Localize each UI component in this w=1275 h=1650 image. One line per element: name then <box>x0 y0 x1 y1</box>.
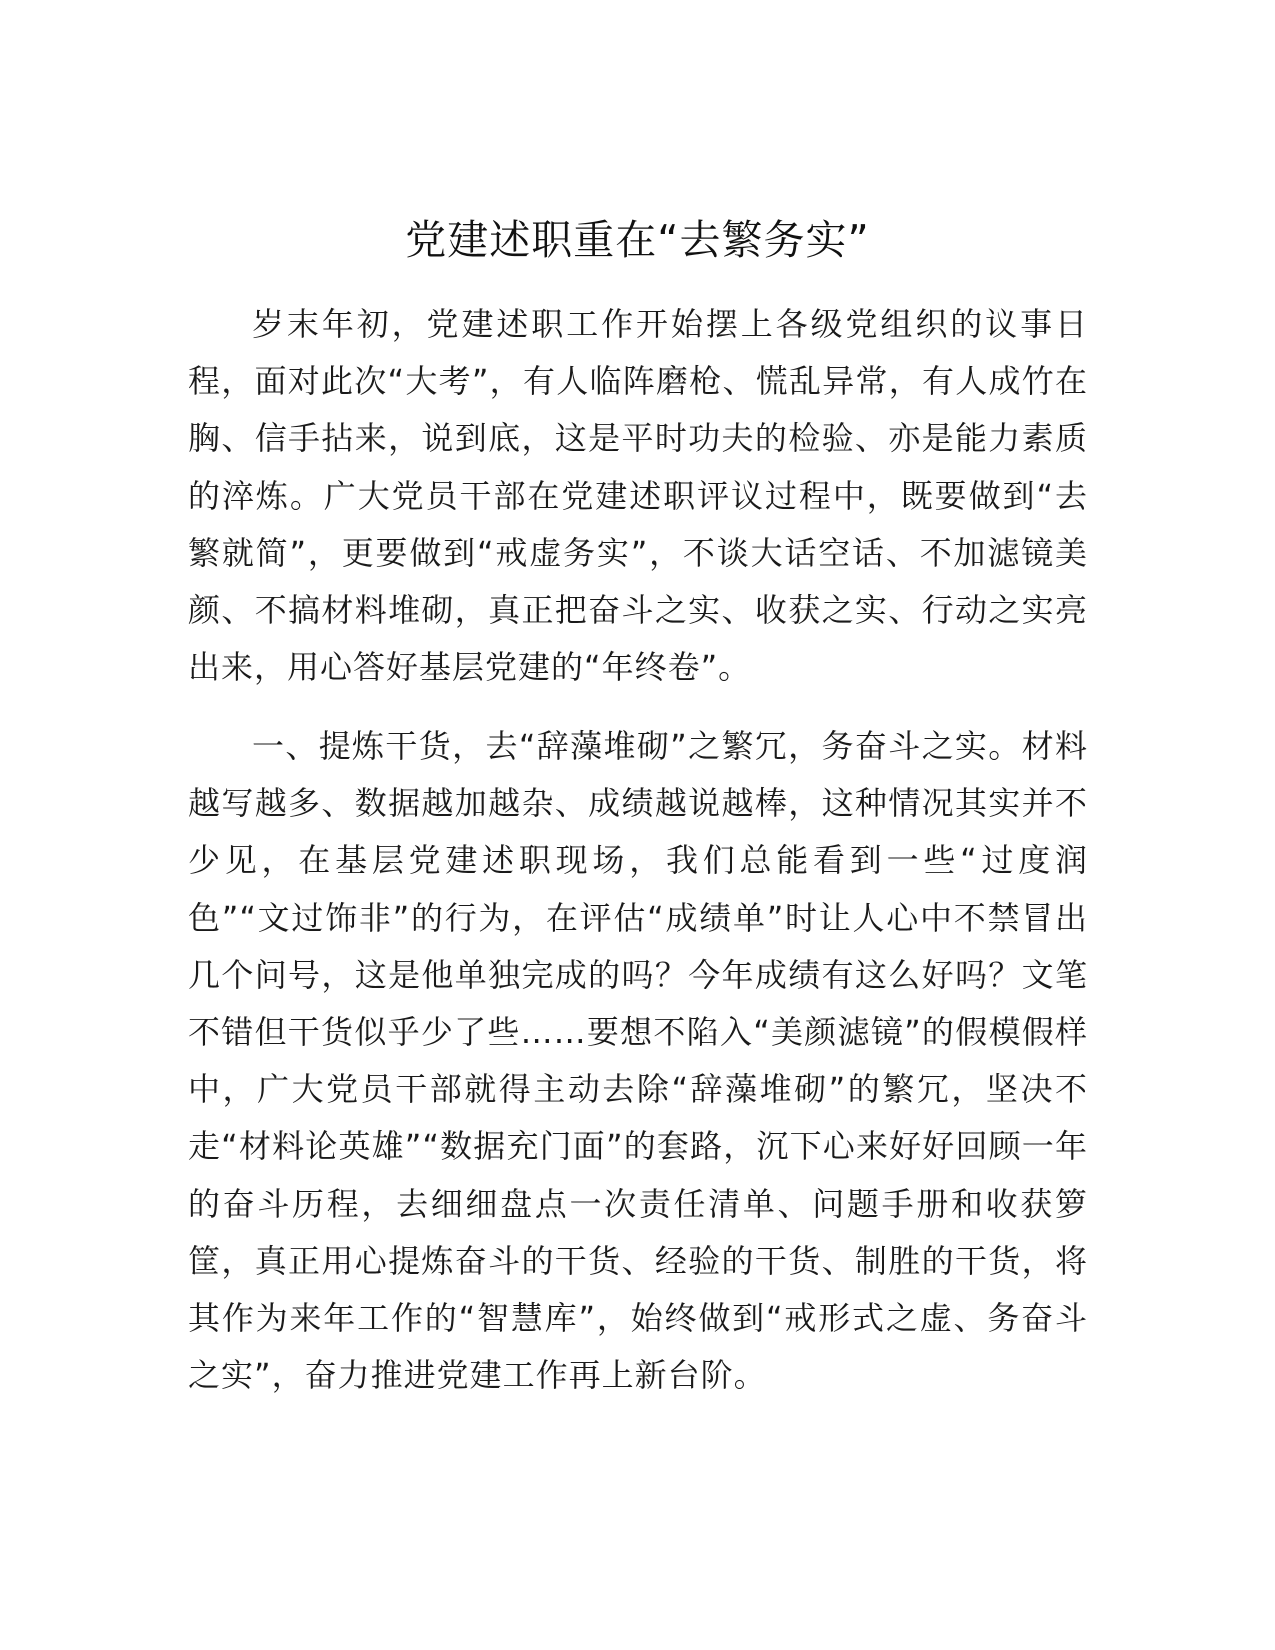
document-title: 党建述职重在“去繁务实” <box>405 216 870 264</box>
paragraph-intro: 岁末年初，党建述职工作开始摆上各级党组织的议事日程，面对此次“大考”，有人临阵磨枪、慌乱异常，有人成竹在胸、信手拈来，说到底，这是平时功夫的检验、亦是能力素质的淬炼。广大党员干部在党建述职评议过程中，既要做到“去繁就简”，更要做到“戒虚务实”，不谈大话空话、不加滤镜美颜、不搞材料堆砌，真正把奋斗之实、收获之实、行动之实亮出来，用心答好基层党建的“年终卷”。 <box>188 305 1088 687</box>
paragraph-section-one: 一、提炼干货，去“辞藻堆砌”之繁冗，务奋斗之实。材料越写越多、数据越加越杂、成绩越说越棒，这种情况其实并不少见，在基层党建述职现场，我们总能看到一些“过度润色”“文过饰非”的行为，在评估“成绩单”时让人心中不禁冒出几个问号，这是他单独完成的吗？今年成绩有这么好吗？文笔不错但干货似乎少了些……要想不陷入“美颜滤镜”的假模假样中，广大党员干部就得主动去除“辞藻堆砌”的繁冗，坚决不走“材料论英雄”“数据充门面”的套路，沉下心来好好回顾一年的奋斗历程，去细细盘点一次责任清单、问题手册和收获箩筐，真正用心提炼奋斗的干货、经验的干货、制胜的干货，将其作为来年工作的“智慧库”，始终做到“戒形式之虚、务奋斗之实”，奋力推进党建工作再上新台阶。 <box>188 727 1088 1395</box>
